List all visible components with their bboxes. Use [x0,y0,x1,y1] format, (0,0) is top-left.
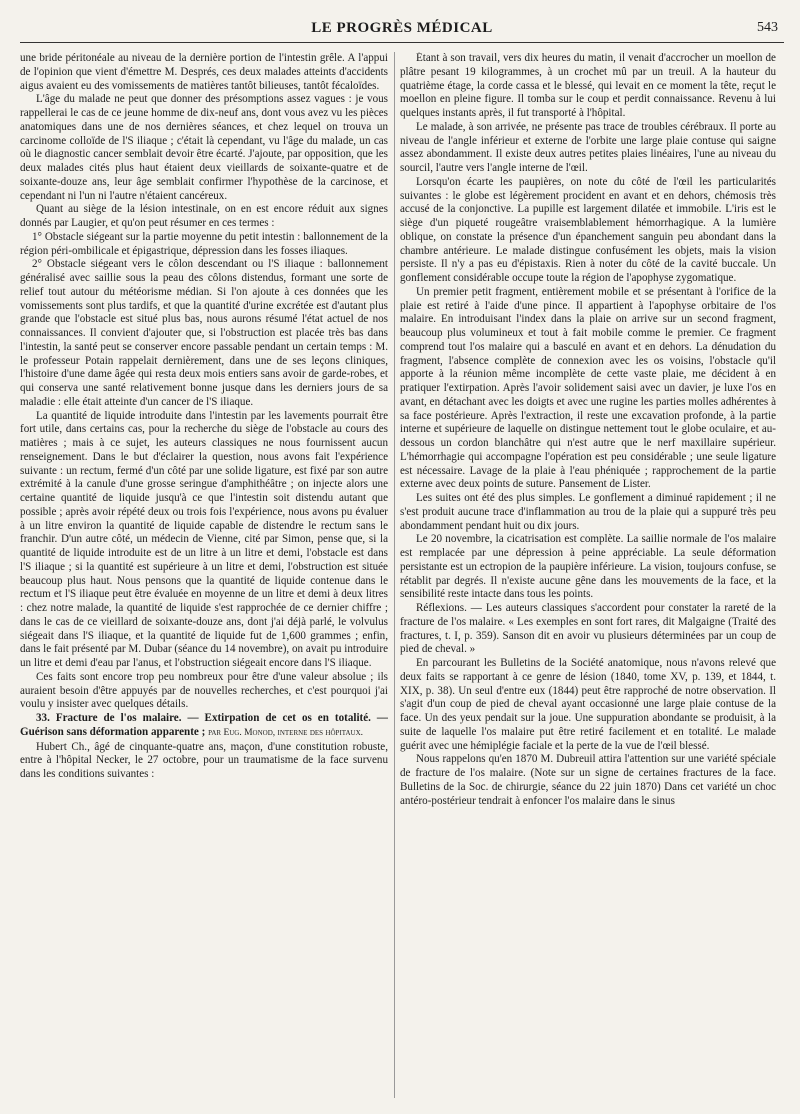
paragraph: Réflexions. — Les auteurs classiques s'accordent pour constater la rareté de la fracture de l'os malaire. « Les exemples en sont fort rares, dit Malgaigne (Traité des fractures, t. I, p. 359). Sanson dit en avoir vu plusieurs déterminées par un coup de pied de cheval. » [400,602,776,656]
section-heading [20,712,388,741]
column-divider [394,52,395,1098]
paragraph: une bride péritonéale au niveau de la dernière portion de l'intestin grêle. A l'appui de l'opinion que vient d'émettre M. Després, ces deux malades atteints d'accidents aigus avaient eu des vomissements de matières tantôt bilieuses, tantôt fécaloïdes. [20,52,388,92]
paragraph: Ces faits sont encore trop peu nombreux pour être d'une valeur absolue ; ils auraient besoin d'être appuyés par de nouvelles recherches, et c'est pourquoi j'ai voulu y insister avec quelques détails. [20,670,388,711]
page-header [20,18,784,43]
paragraph: Le malade, à son arrivée, ne présente pas trace de troubles cérébraux. Il porte au niveau de l'angle inférieur et externe de l'orbite une large plaie contuse qui saigne assez abondamment. Il existe deux autres petites plaies linéaires, l'une au niveau du sourcil, l'autre vers l'angle interne de l'œil. [400,120,776,174]
left-column [20,52,388,1104]
section-title: 33. Fracture de l'os malaire. — Extirpation de cet os en totalité. — Guérison sans déformation apparente ; [20,712,388,738]
paragraph: Les suites ont été des plus simples. Le gonflement a diminué rapidement ; il ne s'est produit aucune trace d'inflammation au trou de la plaie qui a suppuré très peu abondamment pendant huit ou dix jours. [400,492,776,532]
paragraph: Hubert Ch., âgé de cinquante-quatre ans, maçon, d'une constitution robuste, entre à l'hôpital Necker, le 27 octobre, pour un traumatisme de la face survenu dans les conditions suivantes : [20,740,388,780]
list-item: 1° Obstacle siégeant sur la partie moyenne du petit intestin : ballonnement de la région péri-ombilicale et épigastrique, dépression dans les fosses iliaques. [20,230,388,257]
section-byline: par Eug. Monod, interne des hôpitaux. [208,727,364,738]
paragraph: Lorsqu'on écarte les paupières, on note du côté de l'œil les particularités suivantes : le globe est légèrement procident en avant et en dehors, chémosis très accusé de la conjonctive. La pupille est largement dilatée et immobile. L'iris est le siège d'un piqueté rougeâtre vraisemblablement hémorrhagique. A la lumière oblique, on constate la présence d'un épanchement sanguin peu abondant dans la chambre antérieure. Le malade distingue confusément les objets, mais la vision persiste. Il n'y a pas eu d'épistaxis. Rien à noter du côté de la cavité buccale. Un gonflement considérable occupe toute la région de l'apophyse zygomatique. [400,175,776,284]
paragraph: Étant à son travail, vers dix heures du matin, il venait d'accrocher un moellon de plâtre pesant 19 kilogrammes, à un crochet mû par un treuil. A la hauteur du quatrième étage, la corde cassa et le blessé, qui levait en ce moment la tête, reçut le moellon en pleine figure. Il tomba sur le coup et perdit connaissance. Revenu à lui quelques instants après, il fut transporté à l'hôpital. [400,52,776,119]
paragraph: L'âge du malade ne peut que donner des présomptions assez vagues : je vous rappellerai le cas de ce jeune homme de dix-neuf ans, dont vous avez vu les pièces anatomiques dans une de nos dernières séances, et chez lequel on trouva un carcinome colloïde de l'S iliaque ; c'était là cependant, vu l'âge du malade, un cas où le diagnostic cancer semblait devoir être écarté. J'ajoute, par opposition, que les deux malades cités plus haut étaient deux vieillards de soixante-quatre et de soixante-douze ans, leur âge semblait confirmer l'hypothèse de la carcinose, et cependant ni l'un ni l'autre n'étaient cancéreux. [20,93,388,202]
paragraph: Nous rappelons qu'en 1870 M. Dubreuil attira l'attention sur une variété spéciale de fracture de l'os malaire. (Note sur un signe de certaines fractures de la face. Bulletins de la Soc. de chirurgie, séance du 22 juin 1870) Dans cet variété un choc antéro-postérieur tendrait à enfoncer l'os malaire dans le sinus [400,753,776,807]
paragraph: En parcourant les Bulletins de la Société anatomique, nous n'avons relevé que deux faits se rapportant à ce genre de lésion (1840, tome XV, p. 139, et 1844, t. XIX, p. 38). Un seul d'entre eux (1844) peut être rapproché de notre observation. Il s'agit d'un coup de pied de cheval ayant occasionné une large plaie contuse de la face. Un des yeux pendait sur la joue. Une suppuration abondante se produisit, à la suite de laquelle l'os malaire put être retiré facilement et en totalité. Le malade guérit avec une hémiplégie faciale et la perte de la vue de l'œil blessé. [400,657,776,752]
page-number: 543 [757,20,778,35]
paragraph: Le 20 novembre, la cicatrisation est complète. La saillie normale de l'os malaire est remplacée par une dépression à peine appréciable. La seule déformation persistante est un ectropion de la paupière inférieure. La vision, toujours confuse, se rétablit par degrés. Il n'existe aucune gêne dans les mouvements de la face, et la sensibilité reste intacte dans tous les points. [400,533,776,601]
list-item: 2° Obstacle siégeant vers le côlon descendant ou l'S iliaque : ballonnement généralisé avec saillie sous la peau des côlons distendus, formant une sorte de relief tout autour du météorisme médian. Si l'on ajoute à ces données que les vomissements sont plus tardifs, et que la quantité d'urine excrétée est d'autant plus grande que l'obstacle est situé plus bas, nous aurons résumé l'état actuel de nos connaissances. Il convient d'ajouter que, si l'obstruction est placée très bas dans l'intestin, la santé peut se conserver encore passable pendant un certain temps : M. le professeur Potain rappelait dernièrement, dans une de ses leçons cliniques, l'histoire d'une dame âgée qui resta deux mois entiers sans avoir de garde-robes, et qui conserva une santé relativement bonne jusque dans les derniers jours de sa maladie : elle était atteinte d'un cancer de l'S iliaque. [20,258,388,408]
paragraph: Un premier petit fragment, entièrement mobile et se présentant à l'orifice de la plaie est retiré à l'aide d'une pince. Il appartient à l'apophyse orbitaire de l'os malaire. En introduisant l'index dans la plaie on arrive sur un second fragment, beaucoup plus volumineux et tout à fait mobile comme le premier. Ce fragment comprend tout l'os malaire qui a basculé en avant et en dehors. La dénudation du fragment, l'absence complète de connexion avec les os voisins, l'obstacle qu'il apporte à la réunion même incomplète de cette vaste plaie, me décident à en pratiquer l'extirpation. Après l'avoir solidement saisi avec un davier, je luxe l'os en avant, en détachant avec les doigts et avec une rugine les parties molles adhérentes à sa face postérieure. Après l'extraction, il reste une excavation profonde, à la partie interne et supérieure de laquelle on distingue nettement tout le globe oculaire, et au-dessous un cordon blanchâtre qui n'est autre que le nerf maxillaire supérieur. L'hémorrhagie qui accompagne l'opération est peu considérable ; une seule ligature est nécessaire. Lavage de la plaie à l'eau phéniquée ; rapprochement de la partie externe avec deux points de suture. Pansement de Lister. [400,285,776,491]
paragraph: La quantité de liquide introduite dans l'intestin par les lavements pourrait être fort utile, dans certains cas, pour la recherche du siège de l'obstacle au cours des matières ; mais à ce sujet, les auteurs classiques ne nous fournissent aucun renseignement. Dans le but d'éclairer la question, nous avons fait l'expérience suivante : un rectum, fermé d'un côté par une solide ligature, est fixé par son autre extrémité à la canule d'une grosse seringue d'amphithéâtre ; on injecte alors une certaine quantité de liquide jusqu'à ce que l'intestin soit distendu autant que possible ; après avoir répété deux ou trois fois l'expérience, nous avons pu évaluer à un litre environ la quantité de liquide capable de distendre le rectum sans le franchir. D'un autre côté, un médecin de Vienne, cité par Simon, pense que, si la quantité de liquide introduite est de un litre à un litre et demi, l'obstacle est dans l'S iliaque ; si la quantité est supérieure à un litre et demi, l'obstruction est située beaucoup plus haut. Nous pensons que la quantité de liquide contenue dans le rectum et l'S iliaque peut être évaluée en moyenne de un litre et demi à deux litres : chez notre malade, la quantité de liquide s'est rapprochée de ce dernier chiffre ; dans le cas de ce vieillard de soixante-douze ans, dont j'ai déjà parlé, le volvulus siégeait dans l'S iliaque, et la quantité de liquide fut de 1,600 grammes ; enfin, dans le fait présenté par M. Dubar (séance du 14 novembre), on avait pu introduire un litre et demi d'eau par l'anus, et l'obstruction siégeait encore dans l'S iliaque. [20,409,388,669]
paragraph: Quant au siège de la lésion intestinale, on en est encore réduit aux signes donnés par Laugier, et qu'on peut résumer en ces termes : [20,203,388,229]
journal-title: LE PROGRÈS MÉDICAL [311,20,493,36]
right-column [400,52,776,1104]
